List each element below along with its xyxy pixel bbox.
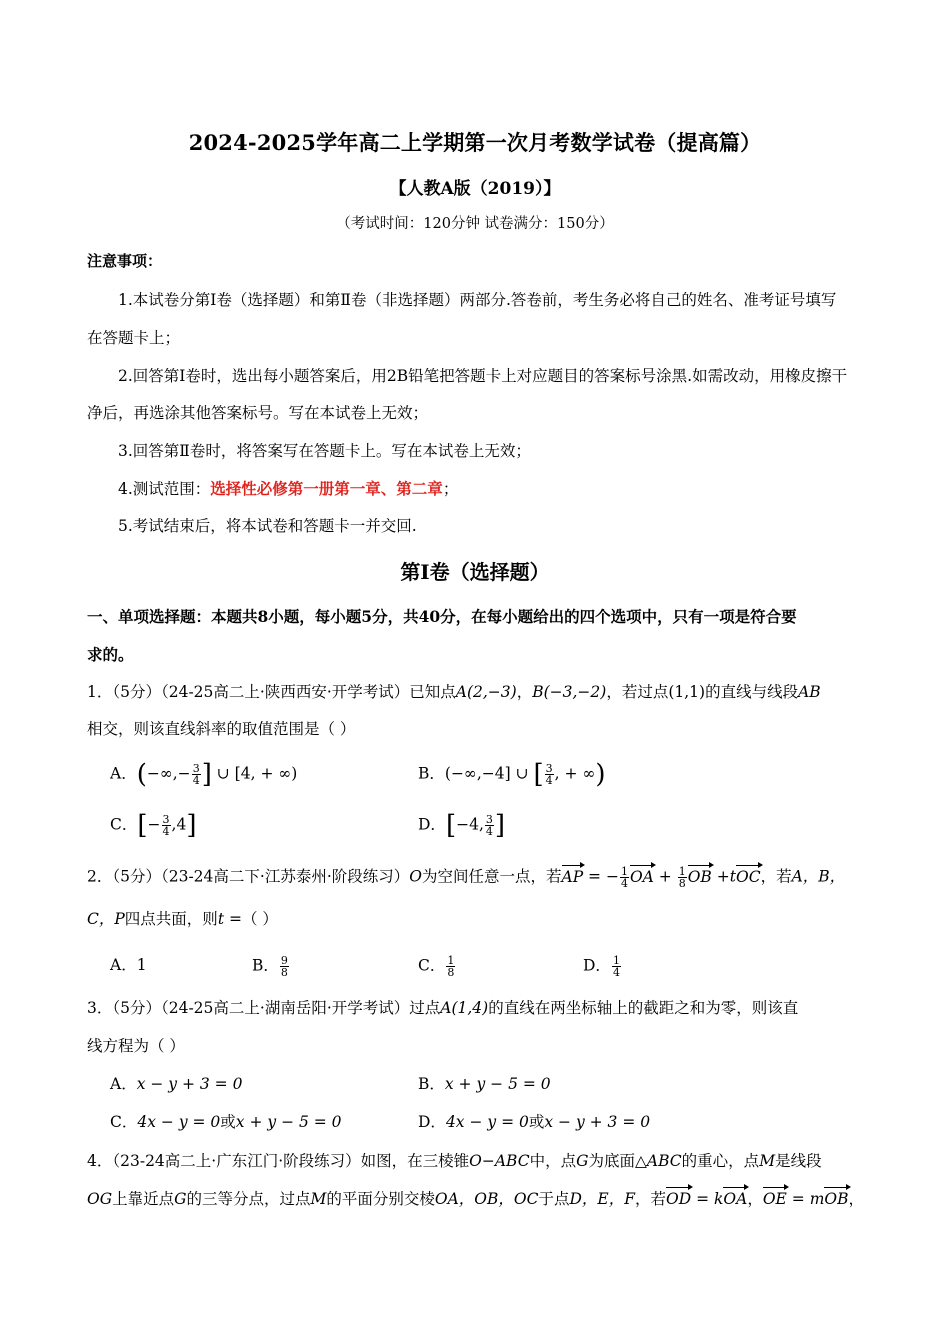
q1-tail: 的直线与线段: [705, 683, 799, 701]
q4-edges: OA，OB，OC: [434, 1190, 539, 1208]
q4-text-h2: 于点: [538, 1190, 570, 1208]
q1-option-a-label: A．: [110, 764, 137, 783]
q3-option-a-eq: x − y + 3 = 0: [136, 1075, 243, 1093]
q4-text-l2: ，: [747, 1190, 763, 1208]
notice-item-1: 1.本试卷分第Ⅰ卷（选择题）和第Ⅱ卷（非选择题）两部分.答卷前，考生务必将自己的姓名、准考证号填写: [118, 291, 837, 309]
q2-origin: O: [409, 867, 422, 886]
q4-points-def: D，E，F: [569, 1190, 635, 1208]
question-3-stem-cont: 线方程为（ ）: [87, 1037, 185, 1055]
q2-mid: 为空间任意一点，若: [421, 867, 562, 886]
q1-option-d-label: D．: [418, 815, 446, 834]
q4-text-a: 4．（23-24高二上·广东江门·阶段练习）如图，在三棱锥: [87, 1152, 470, 1170]
q4-point-m2: M: [310, 1190, 327, 1208]
section-intro: 一、单项选择题：本题共8小题，每小题5分，共40分，在每小题给出的四个选项中，只有一项是符合要: [87, 607, 797, 626]
question-1-stem: [87, 682, 821, 702]
q1-prefix: 1．（5分）（24-25高二上·陕西西安·开学考试）已知点: [87, 683, 456, 701]
q1-segment: AB: [798, 683, 821, 701]
q2-option-a[interactable]: A．1: [110, 956, 147, 974]
q3-option-d-or: 或: [528, 1113, 545, 1131]
q3-option-c-eq2: x + y − 5 = 0: [235, 1113, 342, 1131]
q4-tetrahedron: O−ABC: [469, 1152, 530, 1170]
q1-option-b[interactable]: B．(−∞,−4] ∪ [ $\frac{3}{4}$ , + ∞): [418, 759, 606, 790]
q3-tail: 的直线在两坐标轴上的截距之和为零，则该直: [488, 999, 799, 1017]
exam-title: 2024-2025学年高二上学期第一次月考数学试卷（提高篇）: [188, 130, 762, 155]
q1-point-b: B(−3,−2): [532, 683, 607, 701]
notice-item-4-prefix: 4.测试范围：: [118, 480, 211, 498]
q4-seg-og: OG: [87, 1190, 113, 1208]
q3-option-c-label: C．: [110, 1113, 138, 1131]
q1-point: (1,1): [668, 683, 706, 701]
notice-item-4: [118, 479, 458, 499]
question-2-stem-cont: [87, 909, 278, 929]
q4-text-b2: 上靠近点: [112, 1190, 175, 1208]
q2-option-b-label: B．: [252, 956, 279, 975]
q4-text-n2: ，: [848, 1190, 865, 1208]
q3-point: A(1,4): [440, 999, 489, 1017]
question-4-stem: [87, 1151, 822, 1171]
q1-sep: ，: [516, 683, 533, 701]
notice-item-2: 2.回答第Ⅰ卷时，选出每小题答案后，用2B铅笔把答题卡上对应题目的答案标号涂黑.如需改动，用橡皮擦干: [118, 367, 848, 385]
q2-tail: ，若: [760, 867, 792, 886]
q2-t: t =: [217, 910, 242, 928]
q3-option-c-eq1: 4x − y = 0: [137, 1113, 221, 1131]
q4-text-e: 为底面: [588, 1152, 636, 1170]
q3-option-d-label: D．: [418, 1113, 446, 1131]
q1-option-b-label: B．: [418, 764, 445, 783]
q2-points: A，B，: [791, 867, 846, 886]
q1-option-c[interactable]: C．[− $\frac{3}{4}$ ,4]: [110, 810, 197, 841]
q2-option-c[interactable]: C． $\frac{1}{8}$: [418, 954, 455, 979]
q4-text-i: 是线段: [775, 1152, 822, 1170]
q4-text-f2: 的平面分别交棱: [326, 1190, 435, 1208]
q4-triangle: △ABC: [635, 1152, 682, 1170]
notice-item-1-cont: 在答题卡上；: [87, 329, 181, 347]
q4-eq-m: = m: [791, 1190, 825, 1208]
q3-option-a[interactable]: [110, 1074, 242, 1094]
q3-option-c[interactable]: [110, 1112, 342, 1132]
q3-option-b-eq: x + y − 5 = 0: [444, 1075, 551, 1093]
question-1-stem-cont: 相交，则该直线斜率的取值范围是（ ）: [87, 720, 356, 738]
q3-option-b-label: B．: [418, 1075, 445, 1093]
q2-prefix: 2．（5分）（23-24高二下·江苏泰州·阶段练习）: [87, 867, 410, 886]
q4-text-j2: ，若: [635, 1190, 667, 1208]
q1-option-d[interactable]: D．[−4, $\frac{3}{4}$ ]: [418, 810, 506, 841]
q3-option-d-eq1: 4x − y = 0: [445, 1113, 529, 1131]
q4-text-g: 的重心，点: [681, 1152, 760, 1170]
q4-text-c: 中，点: [529, 1152, 577, 1170]
q1-mid: ，若过点: [606, 683, 669, 701]
notice-item-4-suffix: ；: [442, 480, 459, 498]
q3-prefix: 3．（5分）（24-25高二上·湖南岳阳·开学考试）过点: [87, 999, 441, 1017]
q4-eq-k: = k: [696, 1190, 724, 1208]
section-title: 第Ⅰ卷（选择题）: [400, 560, 550, 584]
test-scope: 选择性必修第一册第一章、第二章: [210, 479, 443, 498]
q2-option-d-label: D．: [583, 956, 611, 975]
q3-option-d[interactable]: [418, 1112, 650, 1132]
q4-point-g2: G: [174, 1190, 187, 1208]
exam-time-score: （考试时间：120分钟 试卷满分：150分）: [336, 216, 614, 232]
q3-option-a-label: A．: [110, 1075, 137, 1093]
q1-option-c-label: C．: [110, 815, 138, 834]
q1-point-a: A(2,−3): [455, 683, 517, 701]
q3-option-d-eq2: x − y + 3 = 0: [544, 1113, 651, 1131]
question-2-stem: 2．（5分）（23-24高二下·江苏泰州·阶段练习）O为空间任意一点，若AP = − $\frac{1}{4}$ OA + $\frac{1}{8}$ OB +tOC，若A，B，: [87, 865, 846, 890]
section-intro-cont: 求的。: [87, 645, 134, 664]
question-4-stem-cont: OG上靠近点G的三等分点，过点M的平面分别交棱OA，OB，OC于点D，E，F，若OD = kOA，OE = mOB，: [87, 1190, 865, 1208]
exam-edition: 【人教A版（2019）】: [389, 179, 561, 199]
q1-option-a[interactable]: A．(−∞,− $\frac{3}{4}$ ] ∪ [4, + ∞): [110, 759, 298, 790]
notice-item-3: 3.回答第Ⅱ卷时，将答案写在答题卡上。写在本试卷上无效；: [118, 442, 531, 460]
notice-item-2-cont: 净后，再选涂其他答案标号。写在本试卷上无效；: [87, 404, 429, 422]
q4-point-g: G: [576, 1152, 589, 1170]
q2-option-b[interactable]: B． $\frac{9}{8}$: [252, 954, 288, 979]
q4-text-d2: 的三等分点，过点: [186, 1190, 311, 1208]
q2-option-d[interactable]: D． $\frac{1}{4}$: [583, 954, 620, 979]
q2-option-c-label: C．: [418, 956, 446, 975]
question-3-stem: [87, 998, 798, 1018]
q2-coplanar: 四点共面，则: [124, 910, 218, 928]
q3-option-c-or: 或: [220, 1113, 236, 1131]
q4-point-m: M: [759, 1152, 776, 1170]
q2-points-cont: C，P: [87, 910, 125, 928]
q3-option-b[interactable]: [418, 1074, 551, 1094]
notice-item-5: 5.考试结束后，将本试卷和答题卡一并交回.: [118, 517, 417, 535]
notice-heading: 注意事项：: [87, 252, 163, 270]
q2-blank: （ ）: [241, 910, 278, 928]
